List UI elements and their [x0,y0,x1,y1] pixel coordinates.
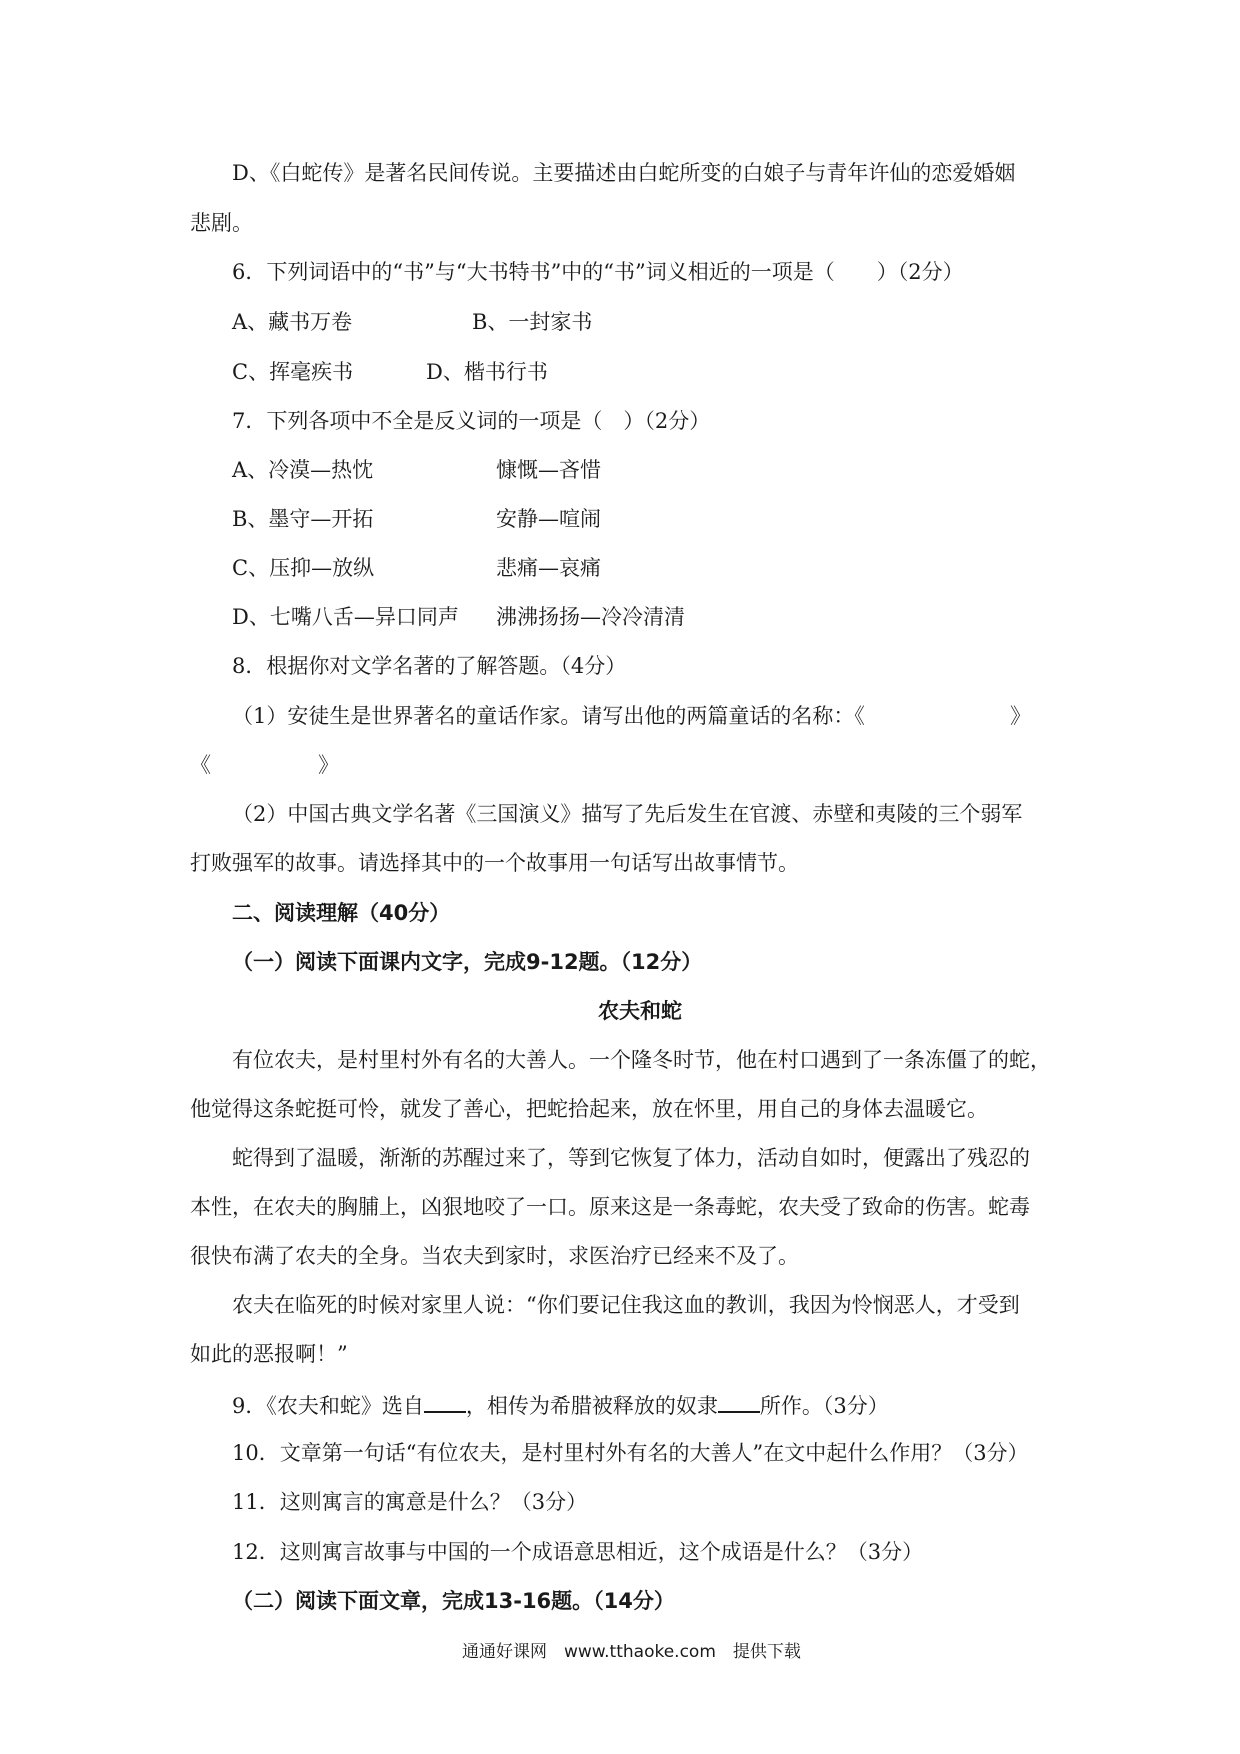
question-7-option-b-1: B、墨守—开拓 [232,507,374,531]
question-8: 8．根据你对文学名著的了解答题。（4分） [232,654,627,678]
question-7-option-d-1: D、七嘴八舌—异口同声 [232,605,459,629]
story-paragraph-2-line-1: 蛇得到了温暖，渐渐的苏醒过来了，等到它恢复了体力，活动自如时，便露出了残忍的 [232,1146,1030,1170]
subsection-1-heading: （一）阅读下面课内文字，完成9-12题。（12分） [232,950,703,974]
option-d-line-1: D、《白蛇传》是著名民间传说。主要描述由白蛇所变的白娘子与青年许仙的恋爱婚姻 [232,161,1016,185]
question-10: 10．文章第一句话“有位农夫，是村里村外有名的大善人”在文中起什么作用？（3分） [232,1441,1029,1465]
story-paragraph-2-line-2: 本性，在农夫的胸脯上，凶狠地咬了一口。原来这是一条毒蛇，农夫受了致命的伤害。蛇毒 [190,1195,1030,1219]
question-11: 11．这则寓言的寓意是什么？（3分） [232,1490,588,1514]
question-7-option-a-2: 慷慨—吝惜 [496,458,601,482]
story-paragraph-1-line-2: 他觉得这条蛇挺可怜，就发了善心，把蛇拾起来，放在怀里，用自己的身体去温暖它。 [190,1097,988,1121]
story-paragraph-2-line-3: 很快布满了农夫的全身。当农夫到家时，求医治疗已经来不及了。 [190,1244,799,1268]
answer-blank [424,1389,466,1413]
question-7-option-a-1: A、冷漠—热忱 [232,458,374,482]
question-9 [232,1389,889,1421]
story-paragraph-3-line-2: 如此的恶报啊！” [190,1342,348,1366]
question-9-suffix: 所作。（3分） [759,1394,889,1418]
question-8-part-2-line-1: （2）中国古典文学名著《三国演义》描写了先后发生在官渡、赤壁和夷陵的三个弱军 [232,802,1023,826]
answer-blank [718,1389,760,1413]
question-8-part-2-line-2: 打败强军的故事。请选择其中的一个故事用一句话写出故事情节。 [190,851,799,875]
story-title: 农夫和蛇 [598,999,682,1023]
question-6-option-d: D、楷书行书 [426,360,548,384]
question-9-prefix: 9．《农夫和蛇》选自 [232,1394,424,1418]
story-paragraph-3-line-1: 农夫在临死的时候对家里人说：“你们要记住我这血的教训，我因为怜悯恶人，才受到 [232,1293,1020,1317]
story-paragraph-1-line-1: 有位农夫，是村里村外有名的大善人。一个隆冬时节，他在村口遇到了一条冻僵了的蛇， [232,1048,1051,1072]
question-6-option-c: C、挥毫疾书 [232,360,354,384]
question-7-option-c-2: 悲痛—哀痛 [496,556,601,580]
question-8-part-1-bracket-close: 》 [1010,704,1031,728]
question-12: 12．这则寓言故事与中国的一个成语意思相近，这个成语是什么？（3分） [232,1540,924,1564]
question-8-part-1-bracket-close-2: 》 [318,753,339,777]
question-6: 6．下列词语中的“书”与“大书特书”中的“书”词义相近的一项是（ ）（2分） [232,260,964,284]
question-6-option-b: B、一封家书 [472,310,593,334]
question-7: 7．下列各项中不全是反义词的一项是（ ）（2分） [232,409,711,433]
question-7-option-d-2: 沸沸扬扬—冷冷清清 [496,605,685,629]
question-7-option-c-1: C、压抑—放纵 [232,556,375,580]
page-footer: 通通好课网 www.tthaoke.com 提供下载 [462,1642,801,1662]
question-6-option-a: A、藏书万卷 [232,310,353,334]
section-2-heading: 二、阅读理解（40分） [232,901,451,925]
question-7-option-b-2: 安静—喧闹 [496,507,601,531]
option-d-line-2: 悲剧。 [190,211,253,235]
question-8-part-1-bracket-open-2: 《 [190,753,211,777]
question-8-part-1: （1）安徒生是世界著名的童话作家。请写出他的两篇童话的名称：《 [232,704,865,728]
question-9-middle: ，相传为希腊被释放的奴隶 [465,1394,718,1418]
subsection-2-heading: （二）阅读下面文章，完成13-16题。（14分） [232,1589,675,1613]
